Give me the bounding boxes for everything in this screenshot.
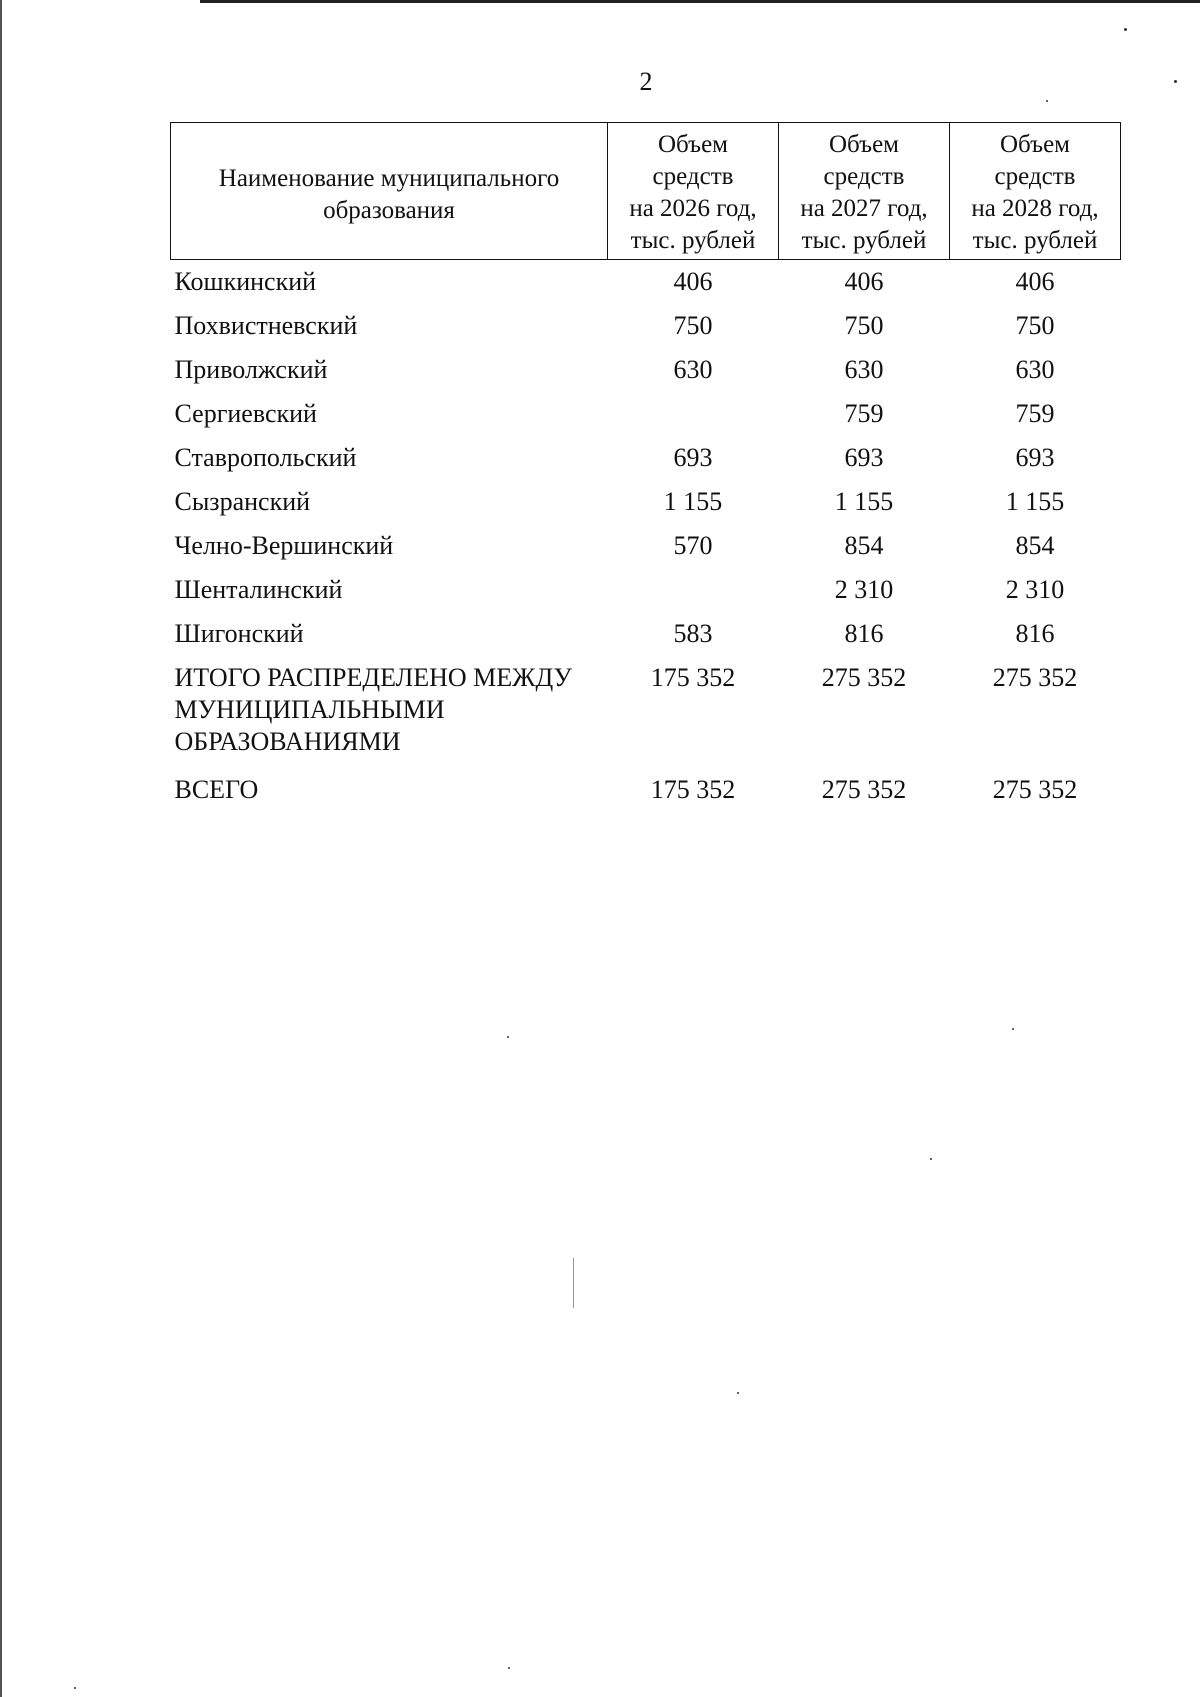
header-2026-line-3: на 2026 год,	[629, 195, 757, 222]
row-value-2027: 693	[844, 443, 884, 472]
scan-speck	[507, 1036, 509, 1038]
table-header	[171, 123, 1121, 260]
row-value-2028: 750	[1015, 311, 1055, 340]
row-value-2028: 693	[1015, 443, 1055, 472]
scan-speck	[74, 1687, 76, 1689]
row-value-2026: 693	[673, 443, 713, 472]
row-value-2027: 630	[844, 355, 884, 384]
grand-total-2027: 275 352	[821, 775, 907, 804]
scan-speck	[737, 1392, 739, 1394]
row-value-2028: 2 310	[1005, 575, 1065, 604]
page-number: 2	[639, 67, 653, 96]
total-distributed-2027: 275 352	[821, 663, 907, 692]
header-row	[171, 123, 1121, 260]
table-body	[171, 260, 1121, 813]
scan-speck	[1174, 80, 1177, 83]
row-value-2026: 630	[673, 355, 713, 384]
header-2026-line-1: Объем	[658, 131, 728, 158]
header-municipality-name: Наименование муниципального образования	[171, 123, 608, 260]
scan-speck	[1046, 100, 1048, 102]
grand-total-2026: 175 352	[650, 775, 736, 804]
table-row	[171, 568, 1121, 612]
row-value-2026: 750	[673, 311, 713, 340]
allocation-table	[170, 122, 1121, 812]
row-name: Кошкинский	[174, 267, 317, 296]
grand-total-2028: 275 352	[992, 775, 1078, 804]
row-value-2026: 406	[673, 267, 713, 296]
scan-speck	[1012, 1028, 1014, 1030]
row-name: Сергиевский	[174, 399, 317, 428]
top-scan-border	[200, 0, 1200, 3]
left-scan-edge	[0, 0, 2, 1697]
row-value-2028: 630	[1015, 355, 1055, 384]
row-name: Похвистневский	[174, 311, 358, 340]
row-value-2027: 1 155	[834, 487, 894, 516]
header-2026-line-4: тыс. рублей	[630, 227, 756, 254]
total-distributed-label: ИТОГО РАСПРЕДЕЛЕНО МЕЖДУ МУНИЦИПАЛЬНЫМИ ОБРАЗОВАНИЯМИ	[174, 663, 572, 756]
row-value-2027: 854	[844, 531, 884, 560]
header-2028-line-4: тыс. рублей	[972, 227, 1098, 254]
row-value-2026	[608, 568, 779, 612]
header-2026-line-2: средств	[652, 163, 734, 190]
header-2028-line-1: Объем	[1000, 131, 1070, 158]
header-2028-line-3: на 2028 год,	[971, 195, 1099, 222]
header-2027-line-1: Объем	[829, 131, 899, 158]
row-value-2027: 750	[844, 311, 884, 340]
header-2027-line-3: на 2027 год,	[800, 195, 928, 222]
row-value-2027: 406	[844, 267, 884, 296]
row-name: Приволжский	[174, 355, 328, 384]
allocation-table-container	[170, 122, 1120, 812]
table-row	[171, 348, 1121, 392]
row-value-2026: 570	[673, 531, 713, 560]
row-value-2026: 1 155	[663, 487, 723, 516]
header-volume-2027	[779, 123, 950, 260]
row-value-2026	[608, 392, 779, 436]
row-value-2028: 406	[1015, 267, 1055, 296]
header-volume-2026	[608, 123, 779, 260]
header-2027-line-4: тыс. рублей	[801, 227, 927, 254]
scan-speck	[930, 1158, 932, 1160]
total-distributed-2026: 175 352	[650, 663, 736, 692]
table-row	[171, 436, 1121, 480]
scan-speck	[573, 1258, 574, 1308]
row-name: Шенталинский	[174, 575, 343, 604]
row-name: Ставропольский	[174, 443, 357, 472]
grand-total-row	[171, 764, 1121, 812]
header-volume-2028	[950, 123, 1121, 260]
scan-speck	[1124, 28, 1127, 31]
row-name: Сызранский	[174, 487, 311, 516]
table-row	[171, 612, 1121, 656]
row-name: Шигонский	[174, 619, 304, 648]
row-value-2027: 2 310	[834, 575, 894, 604]
table-row	[171, 480, 1121, 524]
table-row	[171, 392, 1121, 436]
table-row	[171, 260, 1121, 305]
row-name: Челно-Вершинский	[174, 531, 394, 560]
table-row	[171, 304, 1121, 348]
grand-total-label: ВСЕГО	[174, 775, 259, 804]
row-value-2027: 759	[844, 399, 884, 428]
row-value-2026: 583	[673, 619, 713, 648]
row-value-2028: 854	[1015, 531, 1055, 560]
header-2028-line-2: средств	[994, 163, 1076, 190]
scan-speck	[508, 1667, 510, 1669]
total-distributed-2028: 275 352	[992, 663, 1078, 692]
row-value-2028: 816	[1015, 619, 1055, 648]
row-value-2028: 1 155	[1005, 487, 1065, 516]
row-value-2028: 759	[1015, 399, 1055, 428]
table-row	[171, 524, 1121, 568]
row-value-2027: 816	[844, 619, 884, 648]
total-distributed-row	[171, 656, 1121, 764]
header-2027-line-2: средств	[823, 163, 905, 190]
